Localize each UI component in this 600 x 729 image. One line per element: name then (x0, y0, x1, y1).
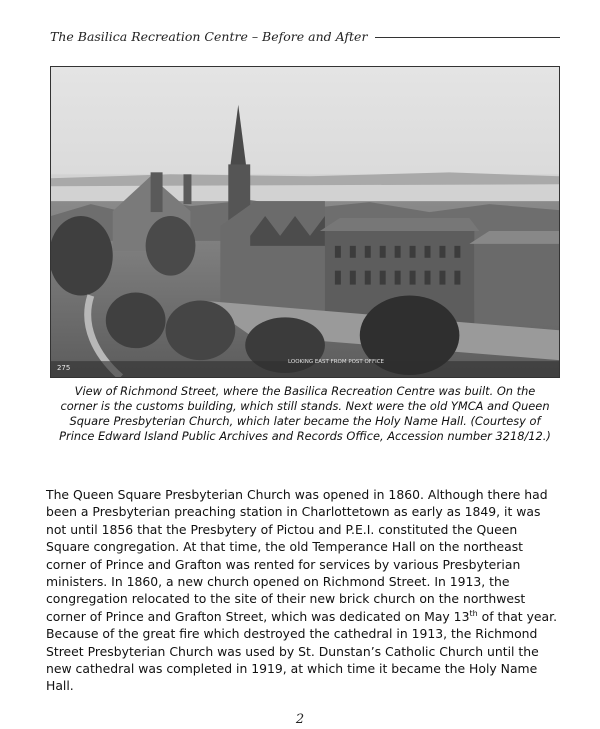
caption-line: View of Richmond Street, where the Basilica Recreation Centre was built. On the (74, 384, 536, 398)
ordinal-suffix: th (469, 608, 478, 618)
church-left-tower-2 (183, 174, 191, 204)
historic-photograph (50, 66, 560, 378)
caption-line: corner is the customs building, which still stands. Next were the old YMCA and Queen (60, 399, 550, 413)
presbyterian-church (220, 201, 325, 315)
photo-illustration (51, 67, 559, 377)
caption-line: Square Presbyterian Church, which later became the Holy Name Hall. (Courtesy of (69, 414, 541, 428)
tree (146, 216, 196, 276)
body-text-part-1: The Queen Square Presbyterian Church was opened in 1860. Although there had been a Presbyterian preaching station in Charlottetown as early as 1849, it was not until 1856 that the Presbytery of Pictou and P.E.I. constituted the Queen Square congregation. At that time, the old Temperance Hall on the northeast corner of Prince and Grafton was rented for services by various Presbyterian ministers. In 1860, a new church opened on Richmond Street. In 1913, the congregation relocated to the site of their new brick church on the northwest corner of Prince and Grafton Street, which was dedicated on May 13 (46, 487, 548, 624)
rowhouses-right (474, 241, 559, 320)
header-rule (375, 37, 560, 38)
running-header-title: The Basilica Recreation Centre – Before and After (50, 28, 368, 44)
photo-number: 275 (56, 364, 71, 373)
tree (166, 300, 236, 360)
church-left-tower (151, 172, 163, 212)
photo-imprint: LOOKING EAST FROM POST OFFICE (288, 359, 385, 366)
customs-roof (320, 218, 479, 231)
tree (51, 216, 113, 295)
running-header (50, 26, 560, 46)
page-number: 2 (295, 712, 305, 727)
tree (106, 293, 166, 349)
body-text-part-2: of that year. Because of the great fire which destroyed the cathedral in 1913, the Richmond Street Presbyterian Church was used by St. Dunstan’s Catholic Church until the new cathedral was completed in 1919, at which time it became the Holy Name Hall. (46, 608, 558, 694)
photo-caption (50, 384, 560, 444)
body-paragraph (46, 486, 564, 695)
caption-line: Prince Edward Island Public Archives and Records Office, Accession number 3218/12.) (59, 429, 551, 443)
